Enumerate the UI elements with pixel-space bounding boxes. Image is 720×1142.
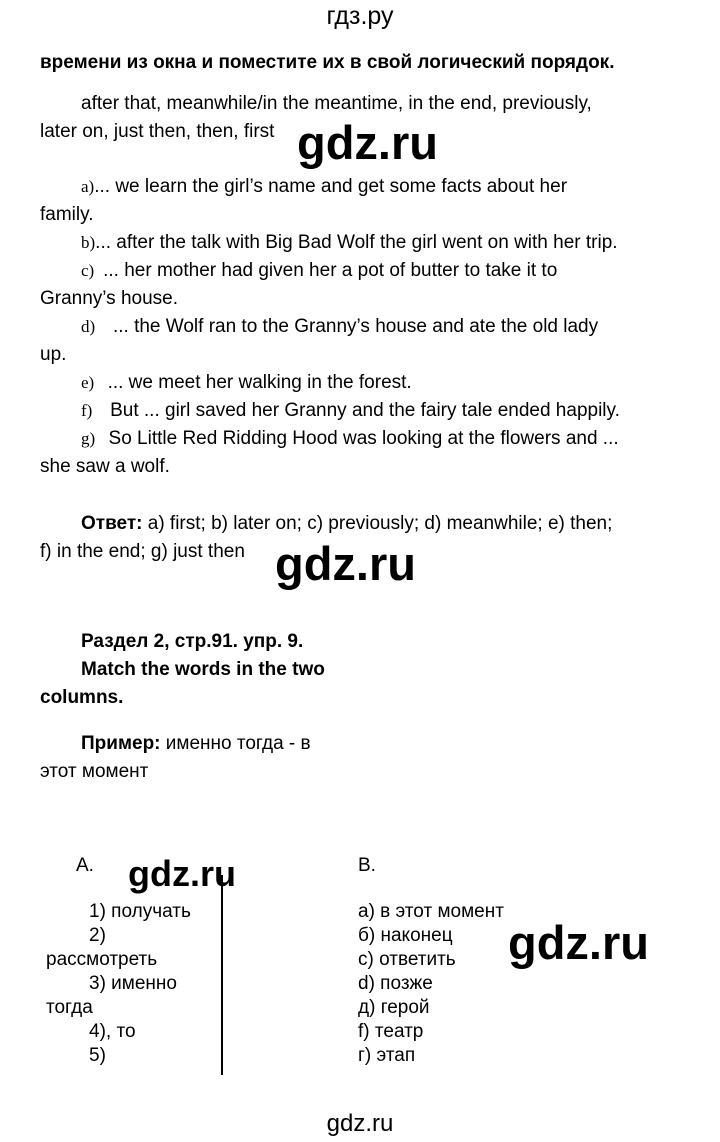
column-a-item: 2) [89, 925, 106, 946]
section-heading: Раздел 2, стр.91. упр. 9. [81, 631, 304, 652]
column-b-item: г) этап [358, 1045, 416, 1066]
example-line1 [81, 733, 311, 755]
sentence-label: e) [81, 373, 95, 392]
column-b-item: с) ответить [358, 949, 456, 970]
sentence-text: But ... girl saved her Granny and the fairy tale ended happily. [110, 400, 620, 421]
example-label: Пример: [81, 733, 161, 754]
column-a-item: рассмотреть [46, 949, 158, 970]
sentence-d [81, 316, 598, 338]
column-a-item: тогда [46, 997, 93, 1018]
sentence-label: f) [81, 401, 93, 420]
answer-line2: f) in the end; g) just then [40, 541, 245, 562]
column-b-item: б) наконец [358, 925, 453, 946]
example-line2: этот момент [40, 761, 149, 782]
sentence-f [81, 400, 620, 422]
sentence-g-cont: she saw a wolf. [40, 456, 170, 477]
column-b-item: д) герой [358, 997, 430, 1018]
answer-text: a) first; b) later on; c) previously; d) meanwhile; e) then; [147, 513, 613, 534]
example-text: именно тогда - в [165, 733, 311, 754]
sentence-d-cont: up. [40, 344, 67, 365]
sentence-c [81, 260, 557, 282]
watermark: gdz.ru [508, 916, 649, 969]
watermark: gdz.ru [128, 853, 236, 894]
sentence-label: c) [81, 261, 95, 280]
sentence-label: b) [81, 233, 96, 252]
column-b-item: а) в этот момент [358, 901, 504, 922]
words-list-line2: later on, just then, then, first [40, 121, 275, 142]
sentence-b [81, 232, 618, 254]
site-footer: gdz.ru [326, 1110, 394, 1137]
site-header: гдз.ру [326, 2, 394, 30]
sentence-text: ... we meet her walking in the forest. [107, 372, 412, 393]
column-a-header: A. [76, 855, 94, 876]
instruction-text: времени из окна и поместите их в свой логический порядок. [40, 52, 615, 73]
column-b-item: d) позже [358, 973, 433, 994]
sentence-e [81, 372, 412, 394]
sentence-label: g) [81, 429, 96, 448]
column-a-item: 1) получать [89, 901, 191, 922]
watermark: gdz.ru [297, 116, 438, 169]
sentence-a [81, 176, 567, 198]
sentence-a-cont: family. [40, 204, 94, 225]
sentence-text: ... after the talk with Big Bad Wolf the girl went on with her trip. [95, 232, 618, 253]
sentence-g [81, 428, 619, 450]
column-a-item: 5) [89, 1045, 106, 1066]
sentence-c-cont: Granny’s house. [40, 288, 179, 309]
section-title-line2: columns. [40, 687, 124, 708]
words-list-line1: after that, meanwhile/in the meantime, in the end, previously, [81, 93, 592, 114]
sentence-label: d) [81, 317, 96, 336]
column-a-item: 3) именно [89, 973, 177, 994]
column-b-header: B. [358, 855, 376, 876]
sentence-text: ... her mother had given her a pot of butter to take it to [103, 260, 558, 281]
watermark: gdz.ru [275, 537, 416, 590]
answer-label: Ответ: [81, 513, 143, 534]
sentence-text: So Little Red Ridding Hood was looking at the flowers and ... [108, 428, 619, 449]
column-divider [221, 875, 223, 1075]
column-a-item: 4), то [89, 1021, 136, 1042]
sentence-label: a) [81, 177, 95, 196]
column-b-item: f) театр [358, 1021, 424, 1042]
section-title-line1: Match the words in the two [81, 659, 325, 680]
answer-line1 [81, 513, 612, 535]
sentence-text: ... we learn the girl’s name and get some facts about her [94, 176, 568, 197]
sentence-text: ... the Wolf ran to the Granny’s house and ate the old lady [112, 316, 599, 337]
